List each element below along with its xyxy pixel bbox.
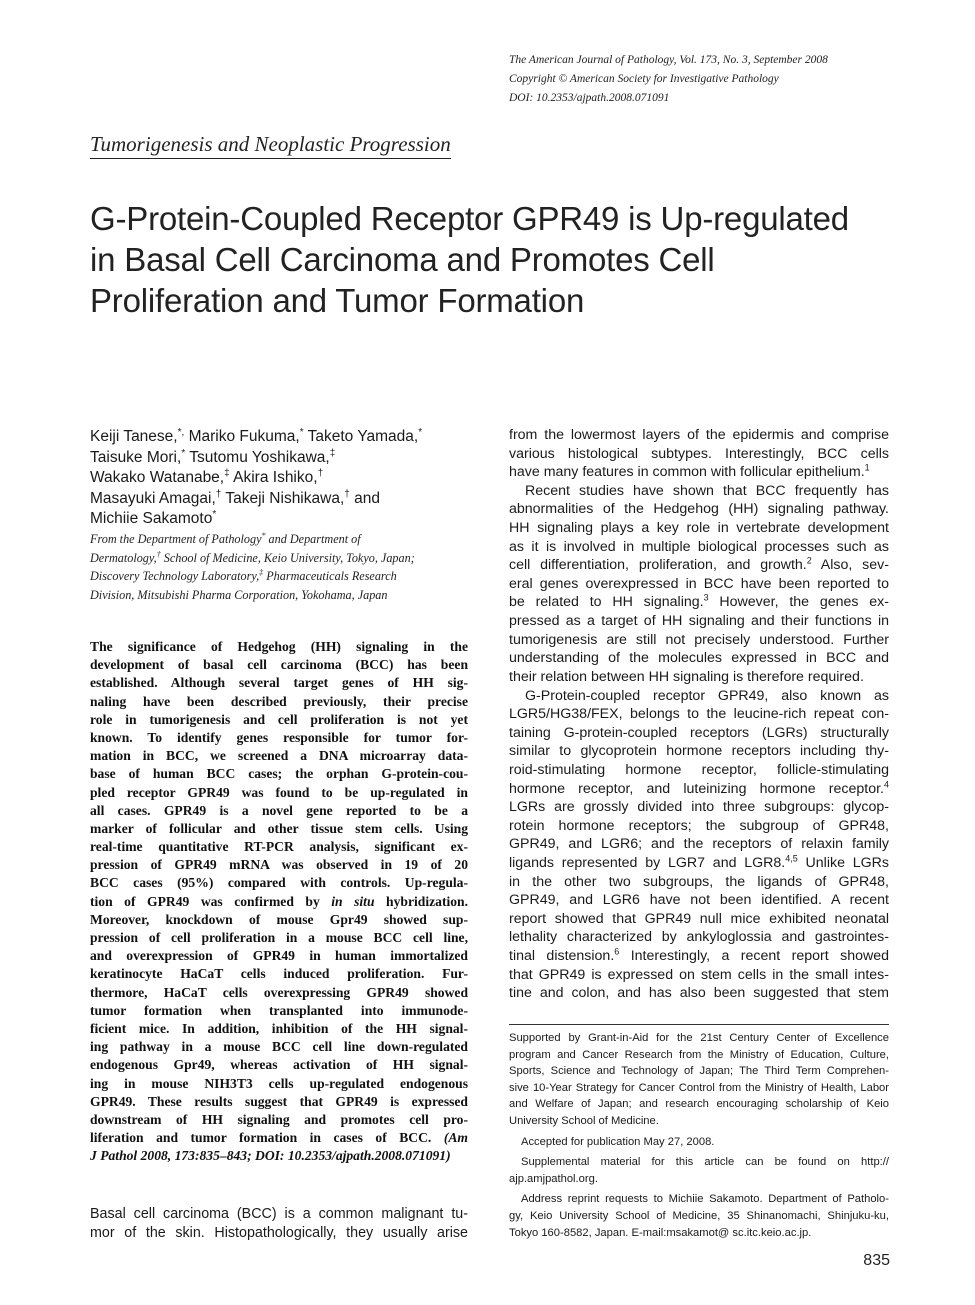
abstract-line: ing in mouse NIH3T3 cells up-regulated endogenous xyxy=(90,1075,468,1091)
abstract-line: marker of follicular and other tissue stem cells. Using xyxy=(90,820,468,836)
footnote-line: program and Cancer Research from the Ministry of Education, Culture, xyxy=(509,1048,889,1061)
author-line: Keiji Tanese,*, Mariko Fukuma,* Taketo Yamada,* xyxy=(90,426,423,445)
body-line: various histological subtypes. Interestingly, BCC cells xyxy=(509,445,889,462)
footnote-accepted: Accepted for publication May 27, 2008. xyxy=(521,1135,715,1148)
body-line: similar to glycoprotein hormone receptors including thy- xyxy=(509,743,889,760)
abstract-line: all cases. GPR49 is a novel gene reported to be a xyxy=(90,802,468,818)
body-line: lethality characterized by ankyloglossia and gastrointes- xyxy=(509,929,889,946)
body-line: LGR5/HG38/FEX, belongs to the leucine-rich repeat con- xyxy=(509,706,889,723)
body-line: report showed that GPR49 null mice exhibited neonatal xyxy=(509,910,889,927)
abstract-line: base of human BCC cases; the orphan G-protein-cou- xyxy=(90,766,468,782)
affiliations xyxy=(90,530,475,604)
section-heading: Tumorigenesis and Neoplastic Progression xyxy=(90,130,451,159)
article-title xyxy=(90,198,900,321)
body-line: in the other two subgroups, the ligands of GPR48, xyxy=(509,873,889,890)
abstract-line: Moreover, knockdown of mouse Gpr49 showed sup- xyxy=(90,911,468,927)
abstract-line: The significance of Hedgehog (HH) signaling in the xyxy=(90,639,468,654)
footnote-line: gy, Keio University School of Medicine, 35 Shinanomachi, Shinjuku-ku, xyxy=(509,1209,889,1222)
body-line: from the lowermost layers of the epidermis and comprise xyxy=(509,427,889,443)
body-line: be related to HH signaling.$^3$ However, the genes ex- xyxy=(509,592,889,611)
body-right-column xyxy=(509,426,889,1003)
body-line: Recent studies have shown that BCC frequently has xyxy=(525,482,889,499)
author-line: Masayuki Amagai,† Takeji Nishikawa,† and xyxy=(90,488,380,507)
abstract-line: BCC cases (95%) compared with controls. Up-regula- xyxy=(90,875,468,891)
in-situ-term: in situ xyxy=(331,893,375,909)
affiliation-line: Discovery Technology Laboratory,‡ Pharmaceuticals Research xyxy=(90,567,397,583)
abstract-line: downstream of HH signaling and promotes cell pro- xyxy=(90,1111,468,1127)
footnote-line: Tokyo 160-8582, Japan. E-mail:msakamot@ sc.itc.keio.ac.jp. xyxy=(509,1226,812,1239)
body-line: LGRs are grossly divided into three subgroups: glycop- xyxy=(509,799,889,816)
body-line: tumorigenesis are still not precisely understood. Further xyxy=(509,631,889,648)
abstract-line: pression of cell proliferation in a mouse BCC cell line, xyxy=(90,930,468,945)
journal-citation: The American Journal of Pathology, Vol. 173, No. 3, September 2008 xyxy=(509,54,828,66)
author-line: Taisuke Mori,* Tsutomu Yoshikawa,‡ xyxy=(90,447,336,466)
abstract-line: naling have been described previously, their precise xyxy=(90,693,468,709)
footnote-line: and Welfare of Japan; and research encouraging scholarship of Keio xyxy=(509,1098,889,1111)
body-line: rotein hormone receptors; the subgroup of GPR48, xyxy=(509,817,889,834)
body-line: as it is involved in multiple biological processes such as xyxy=(509,538,889,555)
body-line: that GPR49 is expressed on stem cells in the small intes- xyxy=(509,966,889,983)
body-line: abnormalities of the Hedgehog (HH) signaling pathway. xyxy=(509,501,889,518)
abstract-line: thermore, HaCaT cells overexpressing GPR49 showed xyxy=(90,984,468,1000)
body-line: G-Protein-coupled receptor GPR49, also known as xyxy=(525,687,889,704)
abstract-line: known. To identify genes responsible for tumor for- xyxy=(90,729,468,745)
journal-cite: (Am xyxy=(443,1130,468,1146)
journal-header xyxy=(509,51,929,108)
body-line: ligands represented by LGR7 and LGR8.$^{4,5}$ Unlike LGRs xyxy=(509,853,889,872)
body-line: hormone receptor, and luteinizing hormone receptor.$^4$ xyxy=(509,778,889,797)
abstract xyxy=(90,638,468,1165)
abstract-line: GPR49. These results suggest that GPR49 is expressed xyxy=(90,1093,468,1109)
abstract-line: endogenous Gpr49, whereas activation of HH signal- xyxy=(90,1057,468,1073)
copyright-line: Copyright © American Society for Investigative Pathology xyxy=(509,73,779,85)
abstract-cite-line: J Pathol 2008, 173:835–843; DOI: 10.2353/ajpath.2008.071091) xyxy=(90,1148,451,1164)
author-list xyxy=(90,427,480,530)
body-line: their relation between HH signaling is therefore required. xyxy=(509,668,864,685)
affiliation-line: Division, Mitsubishi Pharma Corporation, Yokohama, Japan xyxy=(90,587,388,602)
author-line: Michiie Sakamoto* xyxy=(90,508,217,527)
footnote-line: Supported by Grant-in-Aid for the 21st Century Center of Excellence xyxy=(509,1032,889,1044)
abstract-line: ing pathway in a mouse BCC cell line down-regulated xyxy=(90,1039,468,1055)
abstract-line: liferation and tumor formation in cases of BCC. (Am xyxy=(90,1130,468,1146)
body-line: roid-stimulating hormone receptor, follicle-stimulating xyxy=(509,761,889,778)
abstract-line: tion of GPR49 was confirmed by in situ hybridization. xyxy=(90,893,468,909)
title-line: G-Protein-Coupled Receptor GPR49 is Up-regulated xyxy=(90,200,849,237)
body-line: pressed as a target of HH signaling and their functions in xyxy=(509,613,889,630)
abstract-line: and overexpression of GPR49 in human immortalized xyxy=(90,948,468,964)
abstract-line: pled receptor GPR49 was found to be up-regulated in xyxy=(90,784,468,800)
body-line: tine and colon, and has also been suggested that stem xyxy=(509,985,889,1002)
footnote-line: University School of Medicine. xyxy=(509,1114,659,1127)
body-line: cell differentiation, proliferation, and growth.$^2$ Also, sev- xyxy=(509,555,889,574)
footnote-line: Address reprint requests to Michiie Sakamoto. Department of Patholo- xyxy=(521,1193,889,1206)
body-line: have many features in common with follicular epithelium.$^1$ xyxy=(509,462,870,481)
body-line: eral genes overexpressed in BCC have been reported to xyxy=(509,575,889,592)
body-line: Basal cell carcinoma (BCC) is a common malignant tu- xyxy=(90,1206,468,1222)
abstract-line: mation in BCC, we screened a DNA microarray data- xyxy=(90,748,468,764)
footnote-line: sive 10-Year Strategy for Cancer Control from the Ministry of Health, Labor xyxy=(509,1081,889,1094)
abstract-line: role in tumorigenesis and cell proliferation is not yet xyxy=(90,711,468,727)
footnote-line: Sports, Science and Technology of Japan; The Third Term Comprehen- xyxy=(509,1065,889,1078)
body-line: tinal distension.$^6$ Interestingly, a recent report showed xyxy=(509,946,889,965)
abstract-line: keratinocyte HaCaT cells induced proliferation. Fur- xyxy=(90,966,468,982)
affiliation-line: From the Department of Pathology* and Department of xyxy=(90,530,361,546)
introduction-start xyxy=(90,1205,468,1243)
page-number: 835 xyxy=(863,1252,890,1269)
abstract-line: established. Although several target genes of HH sig- xyxy=(90,675,468,691)
body-line: understanding of the molecules expressed in BCC and xyxy=(509,650,889,667)
abstract-line: real-time quantitative RT-PCR analysis, significant ex- xyxy=(90,839,468,855)
abstract-line: tumor formation when transplanted into immunode- xyxy=(90,1002,468,1018)
footnote-divider xyxy=(509,1024,889,1025)
body-line: GPR49, and LGR6 have not been identified. A recent xyxy=(509,892,889,909)
abstract-line: development of basal cell carcinoma (BCC) has been xyxy=(90,657,468,673)
footnotes xyxy=(509,1030,889,1241)
body-line: taining G-protein-coupled receptors (LGRs) structurally xyxy=(509,724,889,741)
body-line: GPR49, and LGR6; and the receptors of relaxin family xyxy=(509,836,889,853)
title-line: Proliferation and Tumor Formation xyxy=(90,282,585,319)
abstract-line: ficient mice. In addition, inhibition of the HH signal- xyxy=(90,1020,468,1036)
footnote-line: Supplemental material for this article can be found on http:// xyxy=(521,1156,889,1169)
author-line: Wakako Watanabe,‡ Akira Ishiko,† xyxy=(90,467,324,486)
supplement-link[interactable]: ajp.amjpathol.org. xyxy=(509,1172,598,1185)
abstract-line: pression of GPR49 mRNA was observed in 19 of 20 xyxy=(90,857,468,873)
title-line: in Basal Cell Carcinoma and Promotes Cell xyxy=(90,241,715,278)
body-line: mor of the skin. Histopathologically, they usually arise xyxy=(90,1225,468,1241)
doi-line: DOI: 10.2353/ajpath.2008.071091 xyxy=(509,92,670,104)
body-line: HH signaling plays a key role in vertebrate development xyxy=(509,520,889,537)
affiliation-line: Dermatology,† School of Medicine, Keio University, Tokyo, Japan; xyxy=(90,549,415,565)
